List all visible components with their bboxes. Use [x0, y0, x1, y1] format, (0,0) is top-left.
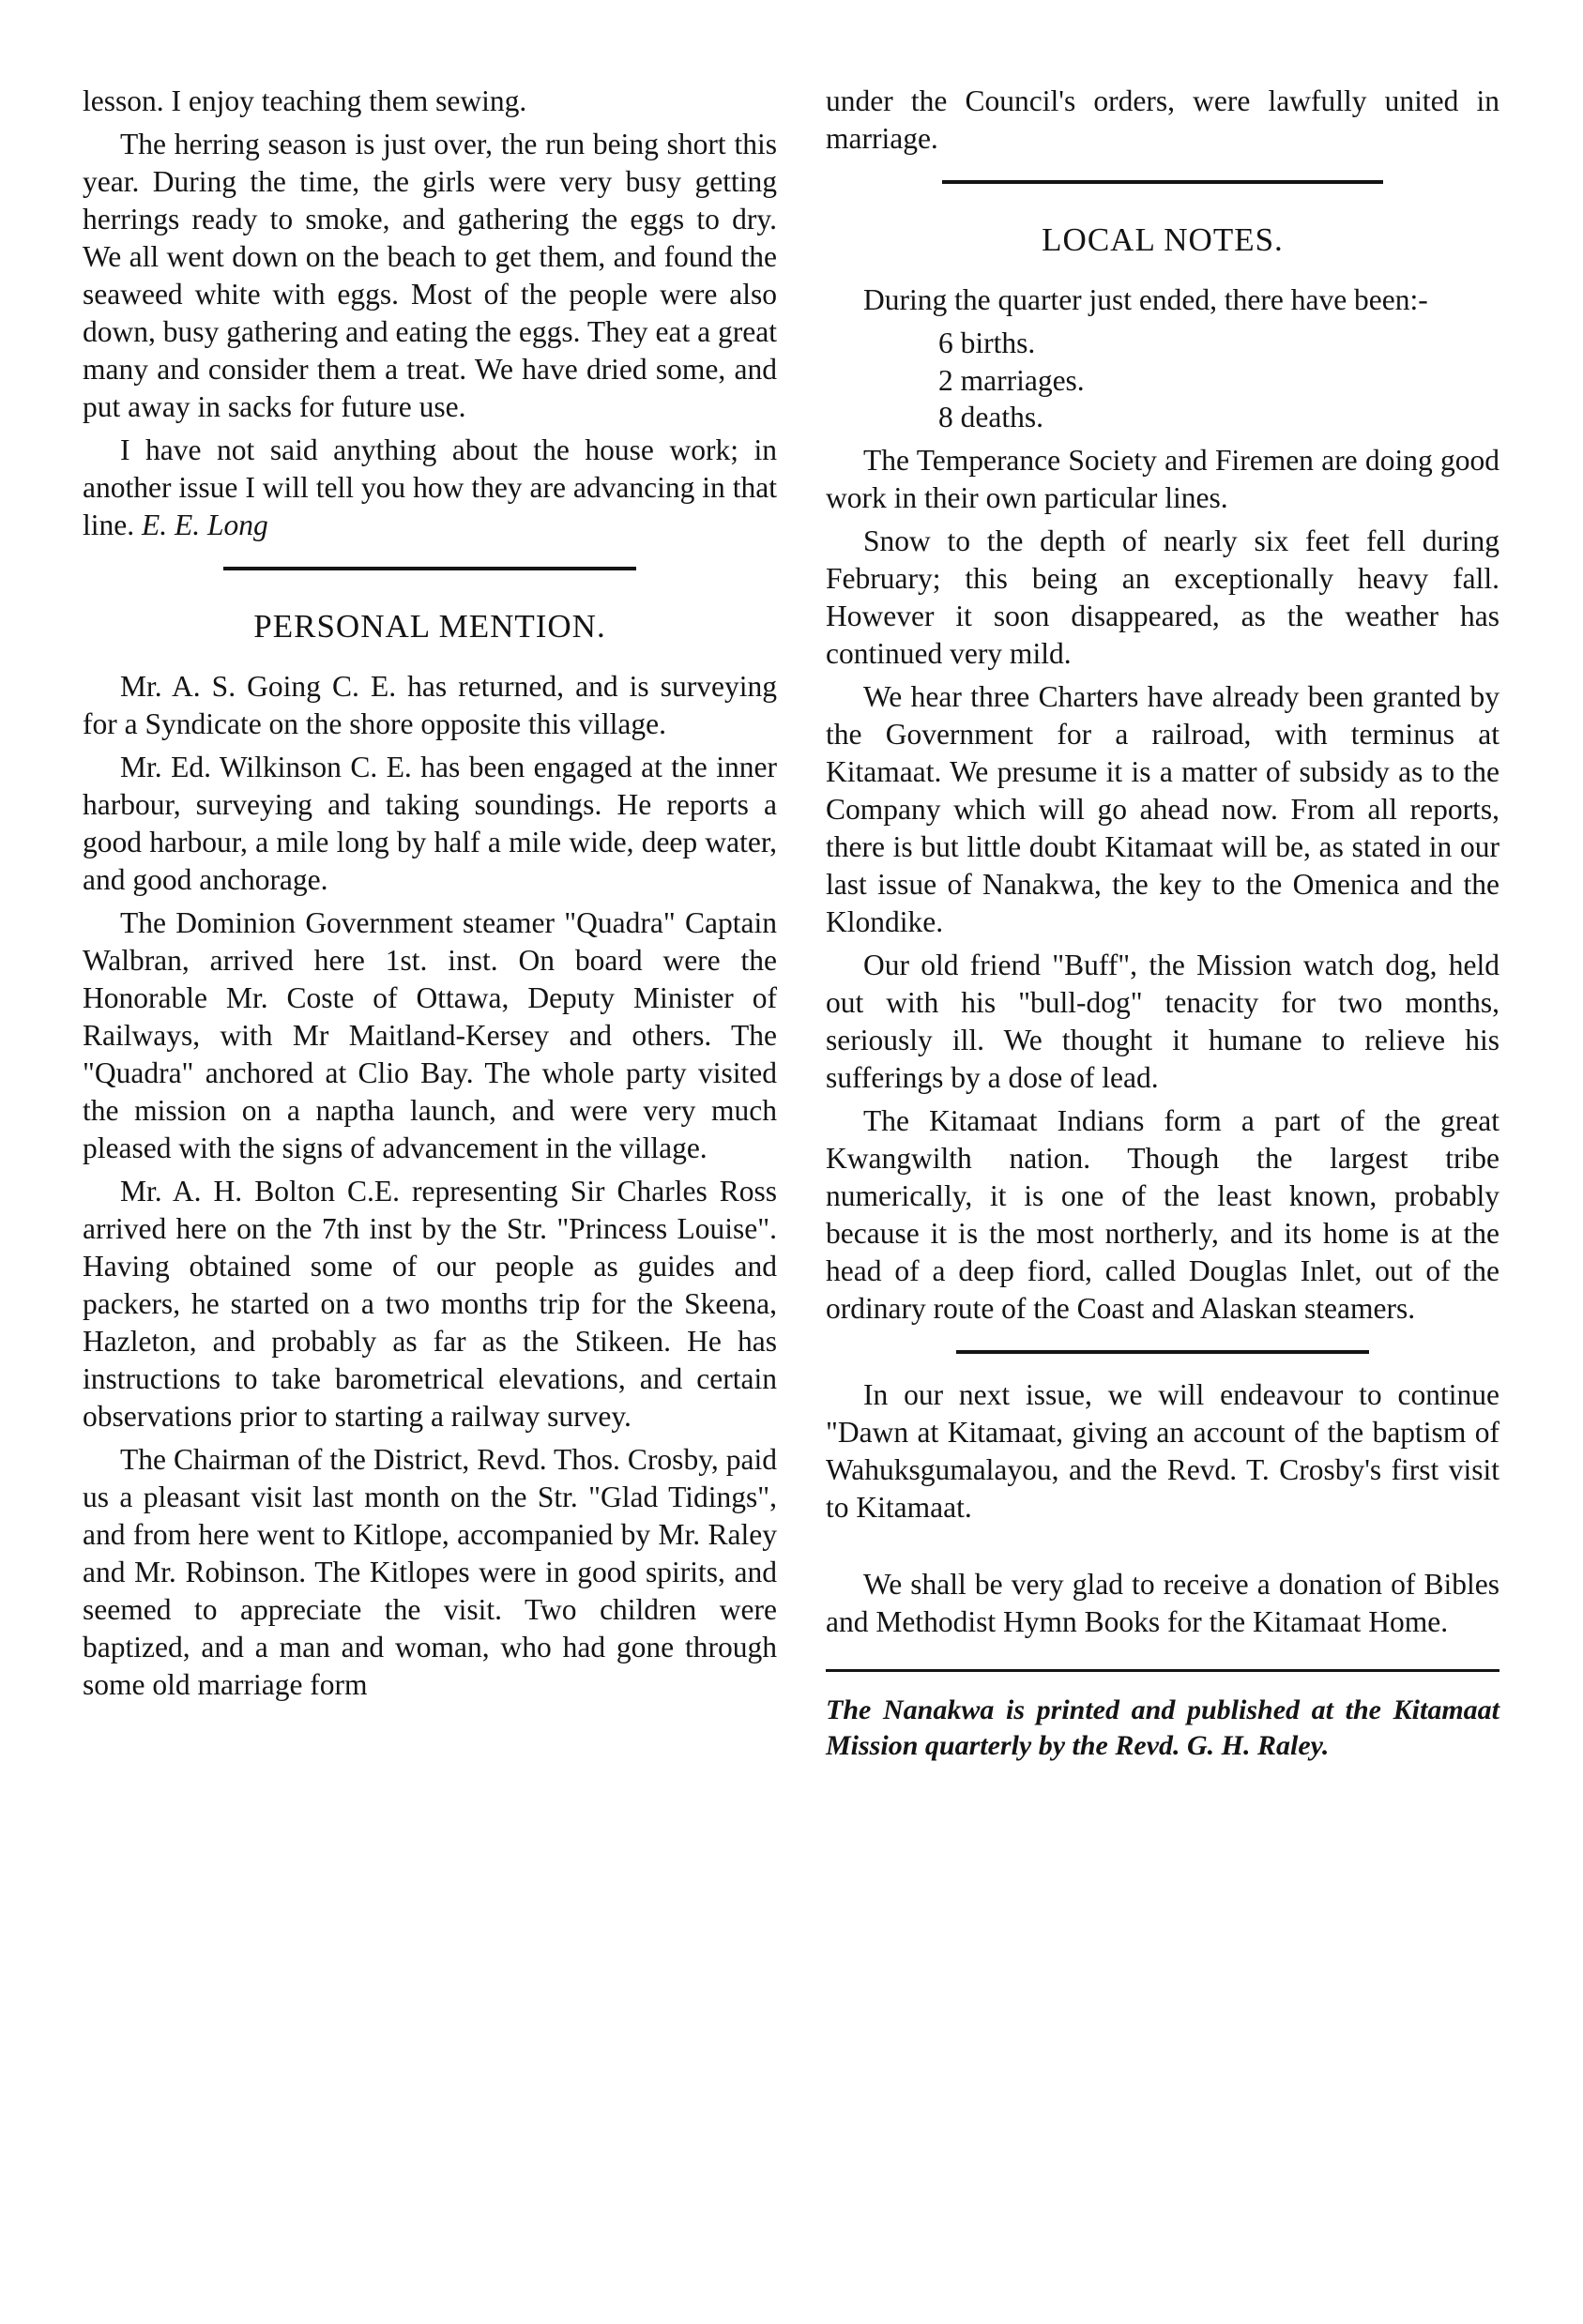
bolton-paragraph: Mr. A. H. Bolton C.E. representing Sir Charles Ross arrived here on the 7th inst by the Str. "Princess Louise". Having obtained some of our people as guides and packers, he started on a two months trip for the Skeena, Hazleton, and probably as far as the Stikeen. He has instructions to take barometrical elevations, and certain observations prior to starting a railway survey. — [83, 1175, 777, 1434]
list-item: 8 deaths. — [938, 401, 1043, 434]
housework-paragraph — [83, 432, 777, 544]
colophon-divider — [826, 1669, 1499, 1672]
temperance-paragraph: The Temperance Society and Firemen are doing good work in their own particular lines. — [826, 443, 1499, 514]
signature: E. E. Long — [142, 509, 268, 541]
quarter-paragraph: During the quarter just ended, there have been:- — [863, 283, 1428, 317]
personal-mention-heading: PERSONAL MENTION. — [253, 608, 606, 645]
colophon: The Nanakwa is printed and published at the Kitamaat Mission quarterly by the Revd. G. H. Raley. — [826, 1694, 1499, 1761]
donation-paragraph: We shall be very glad to receive a donation of Bibles and Methodist Hymn Books for the Kitamaat Home. — [826, 1567, 1499, 1638]
list-item: 6 births. — [938, 327, 1036, 360]
buff-paragraph: Our old friend "Buff", the Mission watch dog, held out with his "bull-dog" tenacity for two months, seriously ill. We thought it humane to relieve his sufferings by a dose of lead. — [826, 948, 1499, 1094]
crosby-paragraph: The Chairman of the District, Revd. Thos. Crosby, paid us a pleasant visit last month on the Str. "Glad Tidings", and from here went to Kitlope, accompanied by Mr. Raley and Mr. Robinson. The Kitlopes were in good spirits, and seemed to appreciate the visit. Two children were baptized, and a man and woman, who had gone through some old marriage form — [83, 1443, 777, 1702]
spacer — [826, 1532, 1499, 1566]
continued-paragraph: under the Council's orders, were lawfully united in marriage. — [826, 84, 1499, 155]
next-issue-paragraph: In our next issue, we will endeavour to continue "Dawn at Kitamaat, giving an account of the baptism of Wahuksgumalayou, and the Revd. T. Crosby's first visit to Kitamaat. — [826, 1377, 1499, 1524]
herring-paragraph: The herring season is just over, the run being short this year. During the time, the girls were very busy getting herrings ready to smoke, and gathering the eggs to dry. We all went down on the beach to get them, and found the seaweed white with eggs. Most of the people were also down, busy gathering and eating the eggs. They eat a great many and consider them a treat. We have dried some, and put away in sacks for future use. — [83, 128, 777, 423]
indians-paragraph: The Kitamaat Indians form a part of the great Kwangwilth nation. Though the largest tribe numerically, it is one of the least known, probably because it is the most northerly, and its home is at the head of a deep fiord, called Douglas Inlet, out of the ordinary route of the Coast and Alaskan steamers. — [826, 1103, 1499, 1325]
local-notes-heading: LOCAL NOTES. — [1042, 221, 1284, 258]
intro-paragraph: lesson. I enjoy teaching them sewing. — [83, 84, 527, 117]
list-item: 2 marriages. — [938, 363, 1085, 397]
left-column — [83, 83, 777, 1709]
snow-paragraph: Snow to the depth of nearly six feet fell during February; this being an exceptionally heavy fall. However it soon disappeared, as the weather has continued very mild. — [826, 524, 1499, 670]
section-divider — [956, 1350, 1369, 1354]
section-divider — [942, 180, 1383, 184]
charters-paragraph: We hear three Charters have already been granted by the Government for a railroad, with terminus at Kitamaat. We presume it is a matter of subsidy as to the Company which will go ahead now. From all reports, there is but little doubt Kitamaat will be, as stated in our last issue of Nanakwa, the key to the Omenica and the Klondike. — [826, 679, 1499, 938]
section-divider — [223, 567, 636, 570]
housework-text: I have not said anything about the house work; in another issue I will tell you how they are advancing in that line. — [83, 433, 777, 541]
quadra-paragraph: The Dominion Government steamer "Quadra" Captain Walbran, arrived here 1st. inst. On board were the Honorable Mr. Coste of Ottawa, Deputy Minister of Railways, with Mr Maitland-Kersey and others. The "Quadra" anchored at Clio Bay. The whole party visited the mission on a naptha launch, and were very much pleased with the signs of advancement in the village. — [83, 906, 777, 1165]
wilkinson-paragraph: Mr. Ed. Wilkinson C. E. has been engaged at the inner harbour, surveying and taking soundings. He reports a good harbour, a mile long by half a mile wide, deep water, and good anchorage. — [83, 751, 777, 897]
right-column — [826, 83, 1499, 1770]
going-paragraph: Mr. A. S. Going C. E. has returned, and is surveying for a Syndicate on the shore opposite this village. — [83, 670, 777, 741]
quarter-stats-list — [938, 325, 1499, 435]
